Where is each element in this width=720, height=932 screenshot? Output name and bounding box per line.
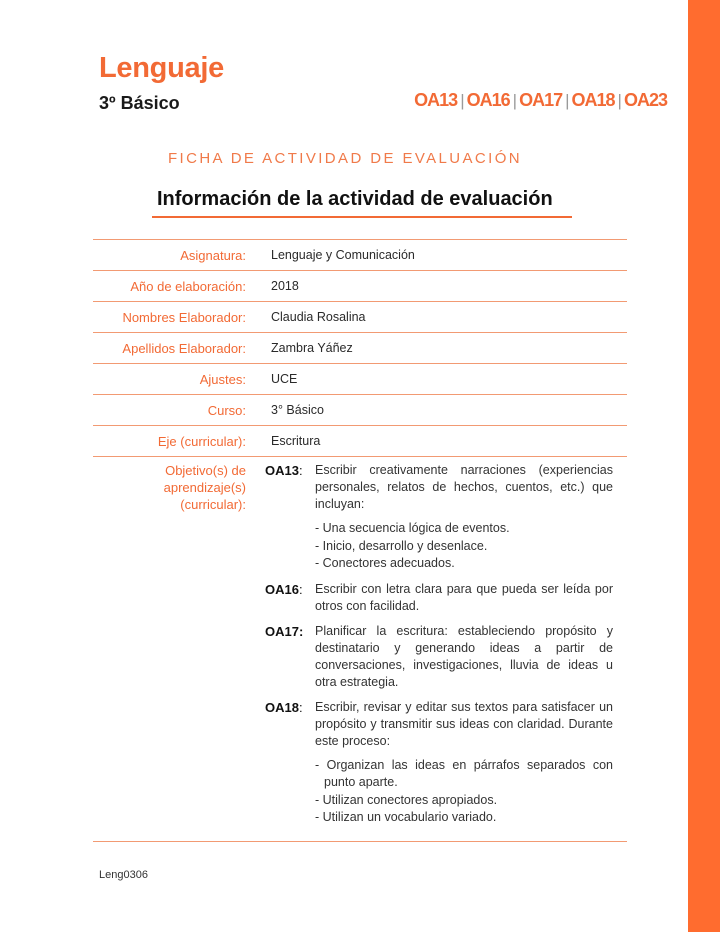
objective-body: [315, 623, 613, 691]
table-row-nombres: [93, 301, 627, 332]
objective-code: [265, 462, 315, 573]
objective-code: [265, 581, 315, 615]
table-row-asignatura: [93, 239, 627, 270]
code-colon: :: [298, 581, 303, 597]
table-row-ajustes: [93, 363, 627, 394]
objective-code: [265, 623, 315, 691]
objective-body: [315, 699, 613, 827]
row-label: Ajustes:: [199, 371, 246, 387]
document-kicker: FICHA DE ACTIVIDAD DE EVALUACIÓN: [167, 150, 523, 167]
objectives-label: [93, 462, 246, 513]
code-text: OA17:: [265, 623, 304, 639]
oa-code-header: OA13: [414, 90, 458, 110]
row-label: Apellidos Elaborador:: [122, 340, 246, 356]
info-table: [93, 239, 627, 842]
label-line: (curricular):: [180, 497, 246, 512]
row-value: Lenguaje y Comunicación: [271, 248, 415, 262]
row-value: 2018: [271, 279, 299, 293]
separator: |: [460, 91, 464, 110]
objective-text: Escribir creativamente narraciones (experiencias personales, relatos de hechos, cuentos, etc.) que incluyan:: [315, 463, 613, 511]
objective-code: [265, 699, 315, 827]
bullet-item: - Organizan las ideas en párrafos separados con punto aparte.: [315, 757, 613, 792]
separator: |: [617, 91, 621, 110]
label-line: Objetivo(s) de: [165, 463, 246, 478]
table-row-objetivos: [93, 456, 627, 842]
oa-code-header: OA23: [623, 90, 667, 110]
document-code: Leng0306: [99, 869, 148, 881]
subject-title: Lenguaje: [99, 52, 224, 84]
code-text: OA16: [265, 581, 299, 597]
row-label: Eje (curricular):: [157, 433, 246, 449]
row-label: Curso:: [207, 402, 246, 418]
objective-text: Escribir, revisar y editar sus textos para satisfacer un propósito y transmitir sus ideas con claridad. Durante este proceso:: [315, 699, 613, 748]
table-row-apellidos: [93, 332, 627, 363]
table-row-curso: [93, 394, 627, 425]
row-value: 3° Básico: [271, 403, 324, 417]
row-label: Año de elaboración:: [130, 278, 246, 294]
code-colon: :: [298, 699, 303, 715]
bullet-item: - Utilizan conectores apropiados.: [315, 792, 613, 810]
table-row-eje: [93, 425, 627, 456]
oa-code-header: OA17: [519, 90, 563, 110]
code-text: OA18: [265, 699, 299, 715]
objective-text: Planificar la escritura: estableciendo propósito y destinatario y generando ideas a partir de conversaciones, investigaciones, lluvia de ideas u otra estrategia.: [315, 623, 613, 689]
separator: |: [512, 91, 517, 110]
objective-body: [315, 581, 613, 615]
section-title: Información de la actividad de evaluación: [157, 188, 553, 210]
objective-oa18: [265, 699, 613, 827]
bullet-item: - Conectores adecuados.: [315, 555, 613, 573]
title-underline: [152, 216, 572, 218]
objective-bullets: [315, 520, 613, 573]
row-value: Zambra Yáñez: [271, 341, 353, 355]
objective-text: Escribir con letra clara para que pueda ser leída por otros con facilidad.: [315, 581, 613, 613]
objective-body: [315, 462, 613, 573]
bullet-item: - Una secuencia lógica de eventos.: [315, 520, 613, 538]
row-value: Claudia Rosalina: [271, 310, 366, 324]
orange-side-bar: [688, 0, 720, 932]
oa-code-header: OA18: [571, 90, 615, 110]
code-colon: :: [298, 463, 303, 478]
label-line: aprendizaje(s): [163, 480, 246, 495]
table-row-ano: [93, 270, 627, 301]
objective-oa16: [265, 581, 613, 615]
objectives-list: [265, 462, 613, 835]
objective-oa17: [265, 623, 613, 691]
separator: |: [565, 91, 569, 110]
code-text: OA13: [265, 463, 299, 478]
row-label: Nombres Elaborador:: [122, 309, 246, 325]
row-label: Asignatura:: [180, 247, 246, 263]
row-value: UCE: [271, 372, 298, 386]
objective-oa13: [265, 462, 613, 573]
objective-bullets: [315, 757, 613, 827]
bullet-item: - Utilizan un vocabulario variado.: [315, 809, 613, 827]
oa-code-header: OA16: [466, 90, 510, 110]
row-value: Escritura: [271, 434, 321, 448]
grade-label: 3º Básico: [99, 93, 180, 113]
bullet-item: - Inicio, desarrollo y desenlace.: [315, 538, 613, 556]
oa-codes-header: [414, 90, 667, 111]
